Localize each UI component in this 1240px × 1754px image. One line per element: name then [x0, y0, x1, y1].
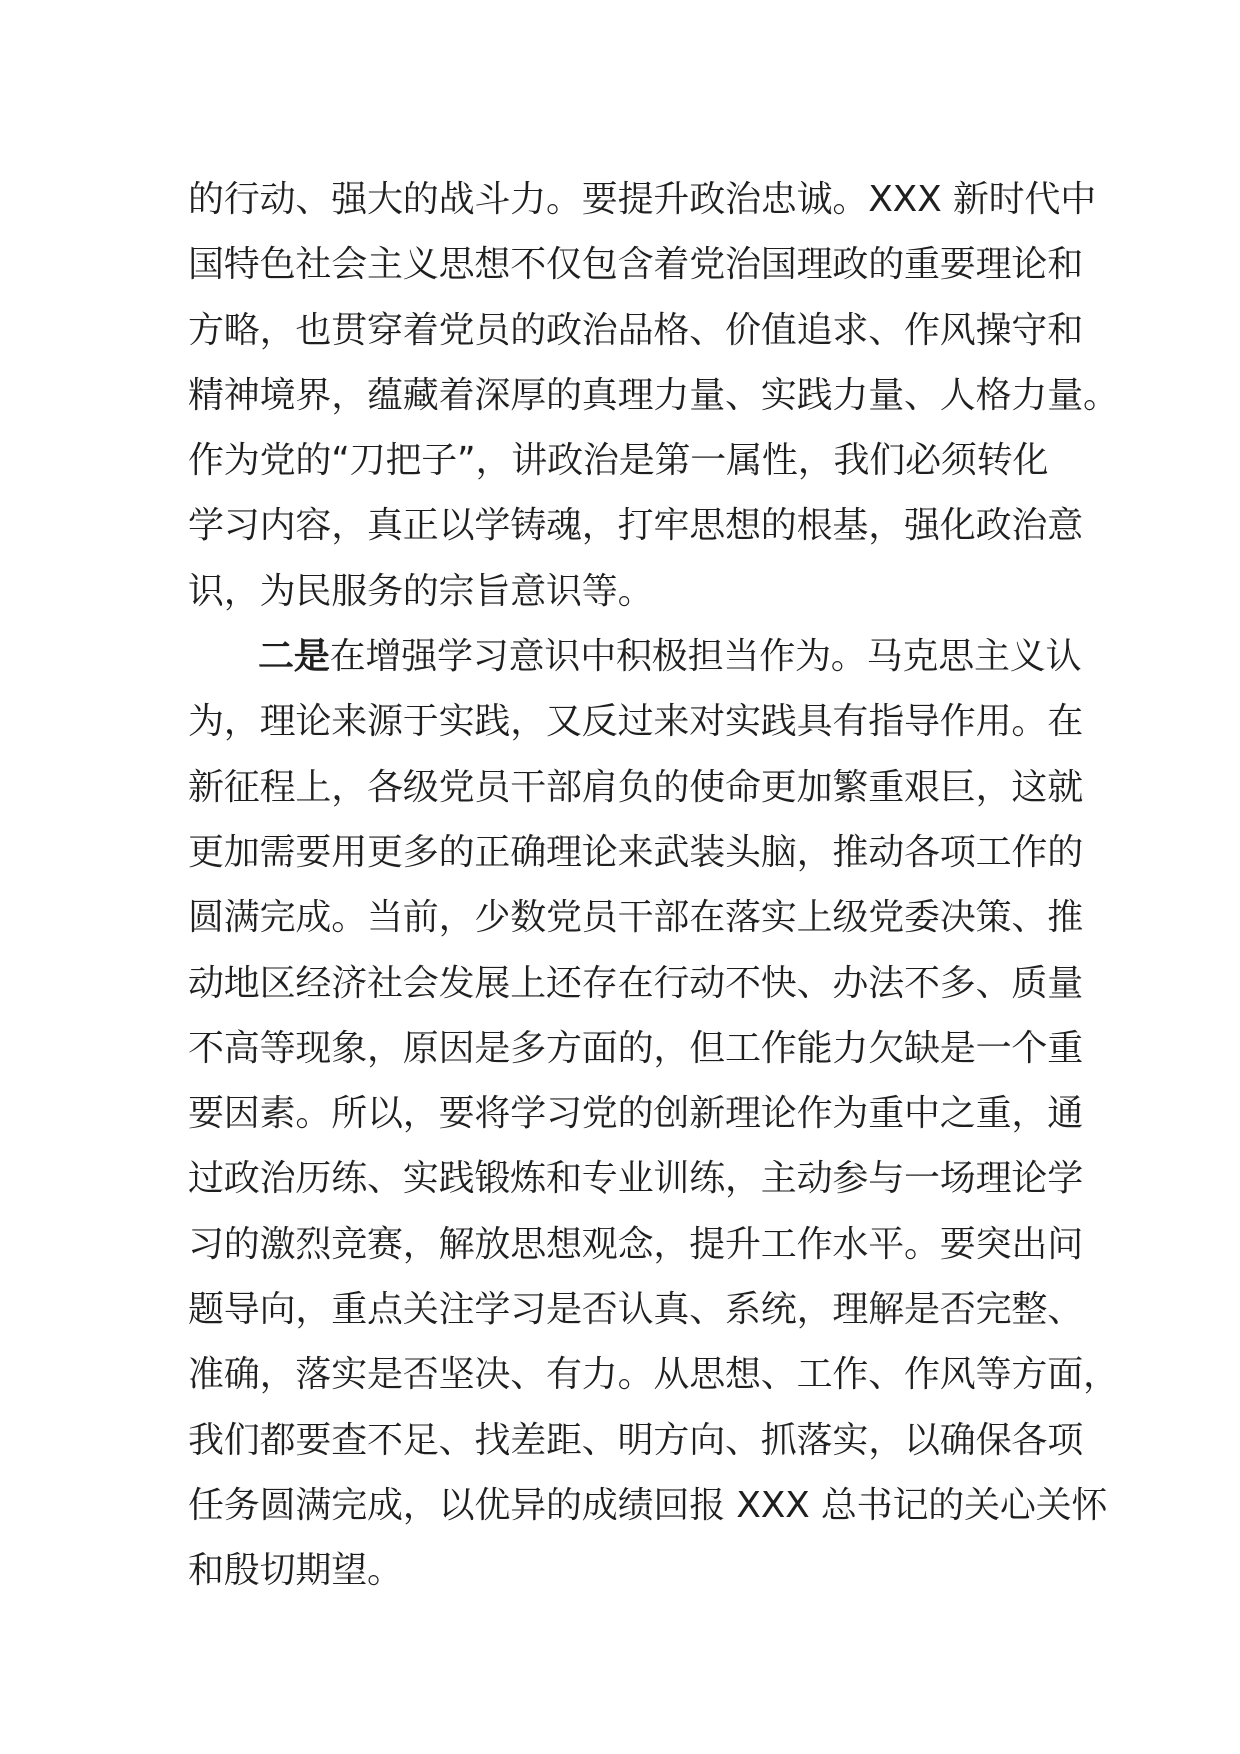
- paragraph-line: 过政治历练、实践锻炼和专业训练，主动参与一场理论学: [188, 1158, 1084, 1200]
- paragraph-2: [188, 624, 1119, 1603]
- paragraph-line: 学习内容，真正以学铸魂，打牢思想的根基，强化政治意: [188, 505, 1084, 547]
- document-body: [188, 167, 1119, 1604]
- paragraph-line: 更加需要用更多的正确理论来武装头脑，推动各项工作的: [188, 831, 1084, 873]
- paragraph-line: 不高等现象，原因是多方面的，但工作能力欠缺是一个重: [188, 1027, 1084, 1069]
- paragraph-line: 准确，落实是否坚决、有力。从思想、工作、作风等方面，: [188, 1354, 1119, 1396]
- paragraph-line: 识，为民服务的宗旨意识等。: [188, 570, 654, 612]
- paragraph-line: 新征程上，各级党员干部肩负的使命更加繁重艰巨，这就: [188, 766, 1084, 808]
- paragraph-line: 习的激烈竞赛，解放思想观念，提升工作水平。要突出问: [188, 1223, 1084, 1265]
- paragraph-line: 题导向，重点关注学习是否认真、系统，理解是否完整、: [188, 1289, 1084, 1331]
- paragraph-line: 圆满完成。当前，少数党员干部在落实上级党委决策、推: [188, 897, 1084, 939]
- paragraph-line: 精神境界，蕴藏着深厚的真理力量、实践力量、人格力量。: [188, 374, 1119, 416]
- paragraph-line: 和殷切期望。: [188, 1550, 403, 1592]
- paragraph-line: 为，理论来源于实践，又反过来对实践具有指导作用。在: [188, 701, 1084, 743]
- paragraph-line: 任务圆满完成，以优异的成绩回报 XXX 总书记的关心关怀: [188, 1484, 1108, 1526]
- paragraph-first-line: [188, 624, 1082, 689]
- paragraph-line: 要因素。所以，要将学习党的创新理论作为重中之重，通: [188, 1093, 1084, 1135]
- paragraph-line: 方略，也贯穿着党员的政治品格、价值追求、作风操守和: [188, 309, 1084, 351]
- paragraph-1: [188, 167, 1119, 624]
- paragraph-line: 国特色社会主义思想不仅包含着党治国理政的重要理论和: [188, 244, 1084, 286]
- paragraph-line: 动地区经济社会发展上还存在行动不快、办法不多、质量: [188, 962, 1084, 1004]
- paragraph-line: 我们都要查不足、找差距、明方向、抓落实，以确保各项: [188, 1419, 1084, 1461]
- paragraph-lead-heading: 二是: [258, 636, 330, 678]
- paragraph-line: 的行动、强大的战斗力。要提升政治忠诚。XXX 新时代中: [188, 179, 1097, 220]
- paragraph-line: 作为党的“刀把子”，讲政治是第一属性，我们必须转化: [188, 440, 1049, 482]
- paragraph-first-line-text: 在增强学习意识中积极担当作为。马克思主义认: [329, 636, 1082, 678]
